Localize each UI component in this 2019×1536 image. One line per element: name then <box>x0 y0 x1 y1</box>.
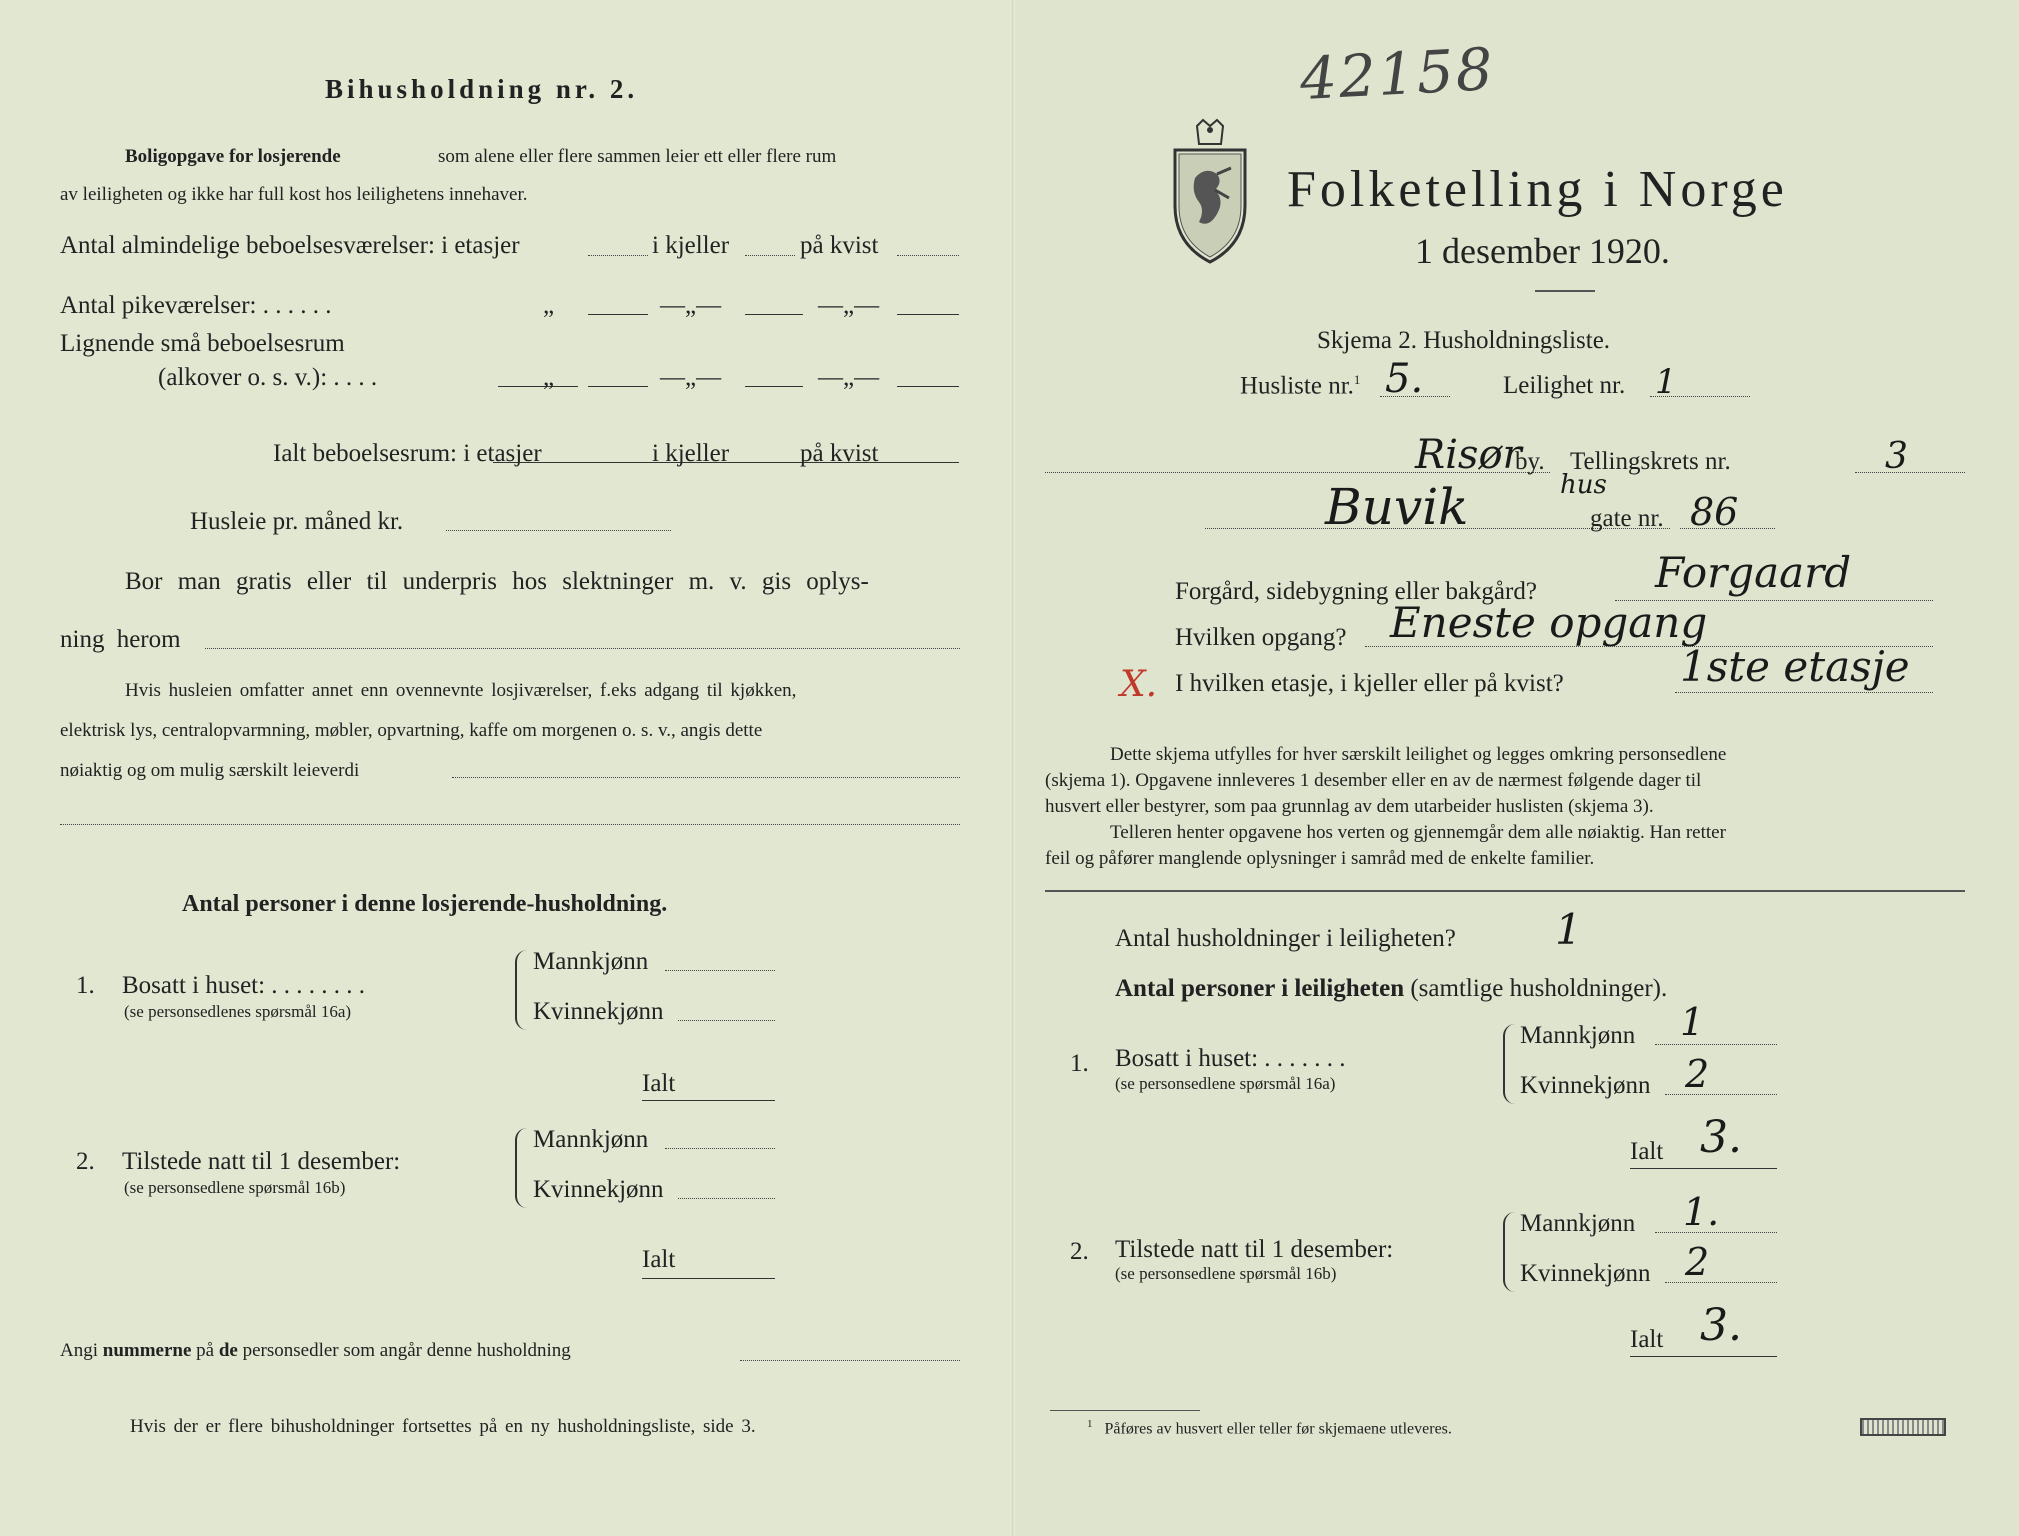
info-line1: Dette skjema utfylles for hver særskilt leilighet og legges omkring personsedlene <box>1110 744 1727 765</box>
rq1-mann-field <box>1655 1044 1777 1045</box>
rq1-ialt-line <box>1630 1168 1777 1169</box>
leilighet-field <box>1650 396 1750 397</box>
etasje-label: I hvilken etasje, i kjeller eller på kvist? <box>1175 670 1564 697</box>
coat-of-arms-icon <box>1165 118 1255 266</box>
rq2-ialt-label: Ialt <box>1630 1326 1664 1353</box>
lignende-a-line <box>498 386 578 387</box>
antal-hush-label: Antal husholdninger i leiligheten? <box>1115 925 1456 952</box>
antal-hush-value: 1 <box>1555 905 1582 954</box>
info-line5: feil og påfører manglende oplysninger i samråd med de enkelte familier. <box>1045 848 1595 869</box>
persons-heading-right <box>1115 975 1667 1003</box>
angi-bold: nummerne <box>102 1340 192 1361</box>
husliste-value: 5. <box>1385 356 1424 402</box>
tellingskrets-value: 3 <box>1885 436 1908 477</box>
right-page <box>1015 0 2019 1536</box>
opgang-value: Eneste opgang <box>1390 598 1708 647</box>
gate-nr-value: 86 <box>1690 490 1739 534</box>
rq1-kvinne-label: Kvinnekjønn <box>1520 1072 1651 1099</box>
lignende-ditto3: —„— <box>818 364 880 391</box>
pike-ditto2: —„— <box>660 292 722 319</box>
bihusholdning-title: Bihusholdning nr. 2. <box>325 74 639 104</box>
q2-kvinne-label: Kvinnekjønn <box>533 1176 664 1203</box>
husliste-label <box>1240 372 1360 400</box>
info-divider <box>1045 890 1965 892</box>
forgaard-label: Forgård, sidebygning eller bakgård? <box>1175 578 1537 605</box>
rq2-kvinne-field <box>1665 1282 1777 1283</box>
footnote-mark: 1 <box>1087 1418 1093 1430</box>
angi-bold2: de <box>218 1340 238 1361</box>
leieverdi-field-2 <box>60 824 960 825</box>
rq1-kvinne-field <box>1665 1094 1777 1095</box>
red-x-mark: X. <box>1120 664 1158 705</box>
husleien-line3: nøiaktig og om mulig særskilt leieverdi <box>60 760 360 781</box>
rq2-label: Tilstede natt til 1 desember: <box>1115 1236 1394 1263</box>
q2-num: 2. <box>76 1148 95 1175</box>
q1-mann-field <box>665 970 775 971</box>
husleien-line2: elektrisk lys, centralopvarmning, møbler, opvartning, kaffe om morgenen o. s. v., angis dette <box>60 720 763 741</box>
rq1-sub: (se personsedlene spørsmål 16a) <box>1115 1074 1336 1093</box>
ialt-kvist-label: på kvist <box>800 440 879 467</box>
tellingskrets-label: Tellingskrets nr. <box>1570 448 1731 475</box>
husleien-line1: Hvis husleien omfatter annet enn ovennevnte losjiværelser, f.eks adgang til kjøkken, <box>125 680 797 701</box>
intro-bold: Boligopgave for losjerende <box>125 146 341 167</box>
footnote-divider <box>1050 1410 1200 1411</box>
q2-mann-label: Mannkjønn <box>533 1126 649 1153</box>
census-date: 1 desember 1920. <box>1415 231 1670 271</box>
info-line2: (skjema 1). Opgavene innleveres 1 desember eller en av de nærmest følgende dager til <box>1045 770 1702 791</box>
rq1-ialt-value: 3. <box>1700 1112 1742 1163</box>
husliste-field <box>1380 396 1450 397</box>
q1-ialt-label: Ialt <box>642 1070 676 1097</box>
rq1-brace <box>1503 1024 1515 1104</box>
angi-mid: på <box>196 1340 215 1361</box>
lignende-ditto2: —„— <box>660 364 722 391</box>
rq1-mann-label: Mannkjønn <box>1520 1022 1636 1049</box>
intro-line1: som alene eller flere sammen leier ett eller flere rum <box>438 146 837 167</box>
intro-line2: av leiligheten og ikke har full kost hos leilighetens innehaver. <box>60 184 528 205</box>
angi-rest: personsedler som angår denne husholdning <box>242 1340 571 1361</box>
ialt-rooms-label: Ialt beboelsesrum: i etasjer <box>273 440 542 467</box>
gratis-field <box>205 648 960 649</box>
rq2-mann-field <box>1655 1232 1777 1233</box>
info-line4: Telleren henter opgavene hos verten og gjennemgår dem alle nøiaktig. Han retter <box>1110 822 1726 843</box>
gate-nr-field <box>1680 528 1775 529</box>
left-footer: Hvis der er flere bihusholdninger fortsettes på en ny husholdningsliste, side 3. <box>130 1416 756 1437</box>
q2-ialt-line <box>642 1278 775 1279</box>
lignende-etasjer-line <box>588 386 648 387</box>
rq1-label: Bosatt i huset: . . . . . . . <box>1115 1045 1346 1072</box>
persons-heading-rest: (samtlige husholdninger). <box>1410 975 1668 1002</box>
pike-label: Antal pikeværelser: . . . . . . <box>60 292 332 319</box>
q1-kvinne-label: Kvinnekjønn <box>533 998 664 1025</box>
q2-mann-field <box>665 1148 775 1149</box>
ialt-kjeller-label: i kjeller <box>652 440 730 467</box>
lignende-kjeller-line <box>745 386 803 387</box>
pike-kjeller-line <box>745 314 803 315</box>
persons-heading-bold: Antal personer i leiligheten <box>1115 975 1405 1002</box>
tellingskrets-field <box>1855 472 1965 473</box>
lignende-kvist-line <box>897 386 959 387</box>
footnote <box>1087 1418 1452 1438</box>
rq2-ialt-line <box>1630 1356 1777 1357</box>
rq2-mann-value: 1. <box>1683 1190 1720 1234</box>
etasje-value: 1ste etasje <box>1680 642 1910 691</box>
q1-ialt-line <box>642 1100 775 1101</box>
q2-sub: (se personsedlene spørsmål 16b) <box>124 1178 346 1197</box>
rooms-kjeller-field <box>745 255 795 256</box>
q2-kvinne-field <box>678 1198 775 1199</box>
opgang-label: Hvilken opgang? <box>1175 624 1347 651</box>
rq2-mann-label: Mannkjønn <box>1520 1210 1636 1237</box>
rq2-brace <box>1503 1212 1515 1292</box>
gratis-line1: Bor man gratis eller til underpris hos slektninger m. v. gis oplys- <box>125 568 869 595</box>
q1-sub: (se personsedlenes spørsmål 16a) <box>124 1002 352 1021</box>
q2-label: Tilstede natt til 1 desember: <box>122 1148 401 1175</box>
q1-mann-label: Mannkjønn <box>533 948 649 975</box>
leieverdi-field <box>452 777 960 778</box>
persons-heading: Antal personer i denne losjerende-husholdning. <box>182 891 668 917</box>
husleie-label: Husleie pr. måned kr. <box>190 508 404 535</box>
gate-value: Buvik <box>1325 478 1469 536</box>
rooms-kjeller-label: i kjeller <box>652 232 730 259</box>
pike-kvist-line <box>897 314 959 315</box>
lignende-ditto: „ <box>543 364 555 391</box>
rq1-num: 1. <box>1070 1050 1089 1077</box>
q1-num: 1. <box>76 972 95 999</box>
rq1-kvinne-value: 2 <box>1685 1052 1710 1096</box>
by-label: by. <box>1515 448 1545 475</box>
q1-label: Bosatt i huset: . . . . . . . . <box>122 972 366 999</box>
etasje-field <box>1675 692 1933 693</box>
rq1-mann-value: 1 <box>1680 1000 1705 1044</box>
rq2-kvinne-label: Kvinnekjønn <box>1520 1260 1651 1287</box>
forgaard-value: Forgaard <box>1655 548 1852 597</box>
angi-line <box>60 1340 571 1362</box>
husliste-footnote-mark: 1 <box>1353 372 1361 387</box>
rooms-kvist-label: på kvist <box>800 232 879 259</box>
angi-field <box>740 1360 960 1361</box>
pike-ditto3: —„— <box>818 292 880 319</box>
husliste-text: Husliste nr. <box>1240 372 1354 400</box>
by-value: Risør <box>1415 432 1522 478</box>
title-divider <box>1535 290 1595 292</box>
rooms-etasjer-field <box>588 255 648 256</box>
rooms-kvist-field <box>897 255 959 256</box>
rq2-sub: (se personsedlene spørsmål 16b) <box>1115 1264 1337 1283</box>
pike-etasjer-line <box>588 314 648 315</box>
q1-kvinne-field <box>678 1020 775 1021</box>
gratis-line2: ning herom <box>60 626 181 653</box>
q2-brace <box>515 1128 527 1208</box>
rq2-num: 2. <box>1070 1238 1089 1265</box>
gate-label: gate nr. <box>1590 505 1664 532</box>
lignende-line1: Lignende små beboelsesrum <box>60 330 345 357</box>
gate-superscript: hus <box>1560 470 1607 500</box>
rq2-ialt-value: 3. <box>1700 1300 1742 1351</box>
info-line3: husvert eller bestyrer, som paa grunnlag av dem utarbeider huslisten (skjema 3). <box>1045 796 1654 817</box>
leilighet-label: Leilighet nr. <box>1503 372 1626 399</box>
rq2-kvinne-value: 2 <box>1685 1240 1710 1284</box>
census-title: Folketelling i Norge <box>1287 161 1788 218</box>
lignende-line2: (alkover o. s. v.): . . . . <box>158 364 378 391</box>
printer-stamp <box>1860 1418 1946 1436</box>
archive-number: 42158 <box>1298 34 1497 114</box>
rq1-ialt-label: Ialt <box>1630 1138 1664 1165</box>
angi-prefix: Angi <box>60 1340 98 1361</box>
footnote-text: Påføres av husvert eller teller før skjemaene utleveres. <box>1104 1420 1452 1438</box>
leilighet-value: 1 <box>1655 362 1677 402</box>
q1-brace <box>515 950 527 1030</box>
pike-ditto: „ <box>543 292 555 319</box>
rooms-label: Antal almindelige beboelsesværelser: i etasjer <box>60 232 520 259</box>
q2-ialt-label: Ialt <box>642 1246 676 1273</box>
skjema-label: Skjema 2. Husholdningsliste. <box>1317 327 1611 354</box>
husleie-field <box>446 530 671 531</box>
